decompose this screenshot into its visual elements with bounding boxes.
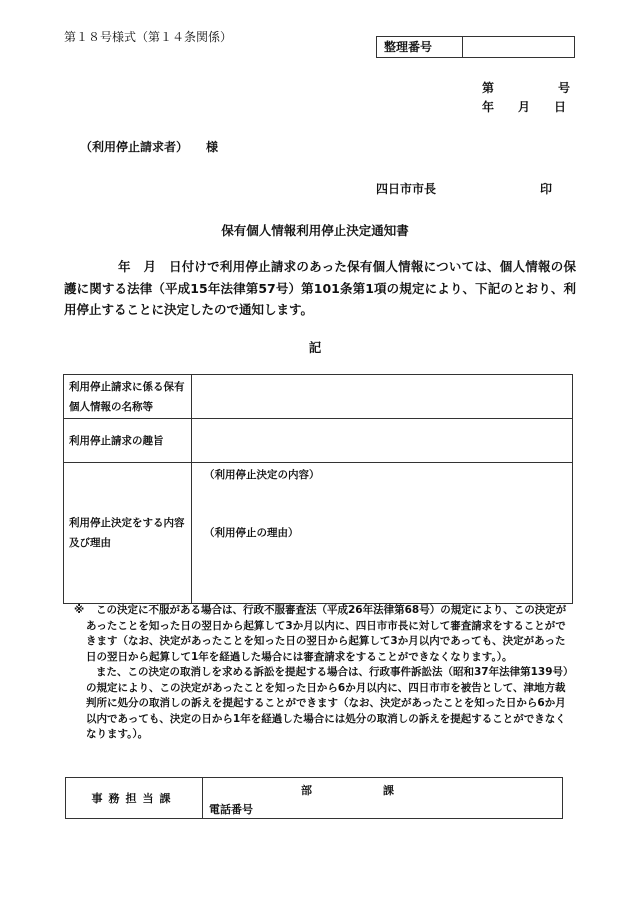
decision-field[interactable] [192,463,573,604]
reference-number-box [376,36,575,58]
seal-mark: 印 [540,182,553,196]
form-number-label: 第１８号様式（第１４条関係） [64,30,233,44]
office-tel-label: 電話番号 [209,803,253,816]
office-section-label: 課 [383,784,394,797]
issuer-name: 四日市市長 [376,182,437,196]
appeal-note [64,603,570,743]
notice-body: 年 月 日付けで利用停止請求のあった保有個人情報については、個人情報の保護に関する法律（平成15年法律第57号）第101条第1項の規定により、下記のとおり、利用停止することに決定したので通知します。 [64,259,576,317]
office-dept-label: 部 [301,784,312,797]
document-number [482,79,571,96]
document-date: 年 月 日 [482,100,567,114]
office-label: 事務担当課 [66,778,203,818]
table-row [64,463,573,604]
office-field[interactable] [203,778,562,818]
decision-content-label: （利用停止決定の内容） [204,469,320,481]
document-number-suffix: 号 [558,81,571,95]
table-row [64,375,573,419]
addressee: （利用停止請求者） 様 [80,140,219,154]
info-name-field[interactable] [192,375,573,419]
row-label-decision: 利用停止決定をする内容及び理由 [64,463,192,604]
note-mark: ※ [74,604,85,616]
row-label-request-purpose: 利用停止請求の趣旨 [64,419,192,463]
reference-number-label: 整理番号 [377,37,463,57]
table-row [64,419,573,463]
details-table [63,374,573,604]
document-title: 保有個人情報利用停止決定通知書 [221,223,409,238]
office-box [65,777,563,819]
decision-reason-label: （利用停止の理由） [204,527,299,539]
document-number-prefix: 第 [482,81,495,95]
request-purpose-field[interactable] [192,419,573,463]
note-paragraph-review: この決定に不服がある場合は、行政不服審査法（平成26年法律第68号）の規定により、この決定があったことを知った日の翌日から起算して3か月以内に、四日市市長に対して審査請求をすることができます（なお、決定があったことを知った日の翌日から起算して3か月以内であっても、決定があった日の翌日から起算して1年を経過した場合には審査請求をすることができなくなります。）。 [86,604,567,663]
reference-number-field[interactable] [463,37,574,57]
note-paragraph-lawsuit: また、この決定の取消しを求める訴訟を提起する場合は、行政事件訴訟法（昭和37年法律第139号）の規定により、この決定があったことを知った日から6か月以内に、四日市市を被告として、津地方裁判所に処分の取消しの訴えを提起することができます（なお、決定があったことを知った日から6か月以内であっても、決定の日から1年を経過した場合には処分の取消しの訴えを提起することができなくなります。）。 [86,666,569,740]
row-label-info-name: 利用停止請求に係る保有個人情報の名称等 [64,375,192,419]
ki-heading: 記 [308,340,322,355]
